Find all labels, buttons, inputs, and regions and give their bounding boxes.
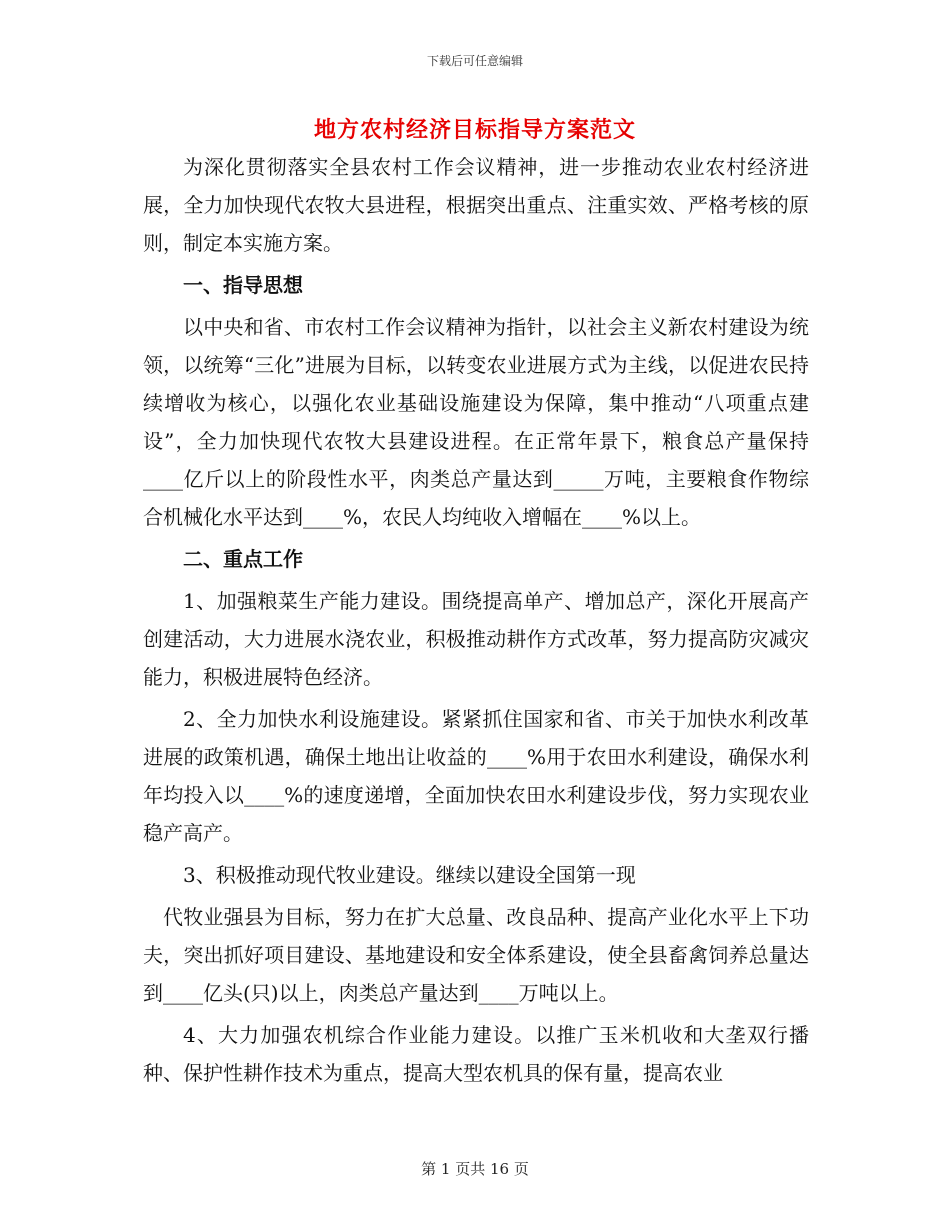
section-heading-guiding-thought: 一、指导思想 (183, 273, 303, 297)
key-work-item-4: 4、大力加强农机综合作业能力建设。以推广玉米机收和大垄双行播种、保护性耕作技术为重点，提高大型农机具的保有量，提高农业 (143, 1023, 809, 1085)
intro-paragraph: 为深化贯彻落实全县农村工作会议精神，进一步推动农业农村经济进展，全力加快现代农牧大县进程，根据突出重点、注重实效、严格考核的原则，制定本实施方案。 (143, 155, 809, 255)
document-body (143, 148, 809, 1096)
key-work-item-3: 3、积极推动现代牧业建设。继续以建设全国第一现 (183, 863, 636, 887)
key-work-item-1: 1、加强粮菜生产能力建设。围绕提高单产、增加总产，深化开展高产创建活动，大力进展水浇农业，积极推动耕作方式改革，努力提高防灾减灾能力，积极进展特色经济。 (143, 589, 809, 689)
page-header: 下载后可任意编辑 (426, 54, 523, 68)
key-work-item-2: 2、全力加快水利设施建设。紧紧抓住国家和省、市关于加快水利改革进展的政策机遇，确保土地出让收益的____%用于农田水利建设，确保水利年均投入以____%的速度递增，全面加快农田水利建设步伐，努力实现农业稳产高产。 (143, 707, 809, 845)
key-work-item-3-continued: 代牧业强县为目标，努力在扩大总量、改良品种、提高产业化水平上下功夫，突出抓好项目建设、基地建设和安全体系建设，使全县畜禽饲养总量达到____亿头(只)以上，肉类总产量达到____万吨以上。 (143, 905, 809, 1005)
guiding-thought-paragraph: 以中央和省、市农村工作会议精神为指针，以社会主义新农村建设为统领，以统筹“三化”进展为目标，以转变农业进展方式为主线，以促进农民持续增收为核心，以强化农业基础设施建设为保障，集中推动“八项重点建设”，全力加快现代农牧大县建设进程。在正常年景下，粮食总产量保持____亿斤以上的阶段性水平，肉类总产量达到_____万吨，主要粮食作物综合机械化水平达到____%，农民人均纯收入增幅在____%以上。 (143, 315, 809, 529)
section-heading-key-work: 二、重点工作 (183, 547, 303, 571)
page-footer: 第 1 页共 16 页 (421, 1160, 529, 1178)
document-title: 地方农村经济目标指导方案范文 (313, 117, 636, 143)
